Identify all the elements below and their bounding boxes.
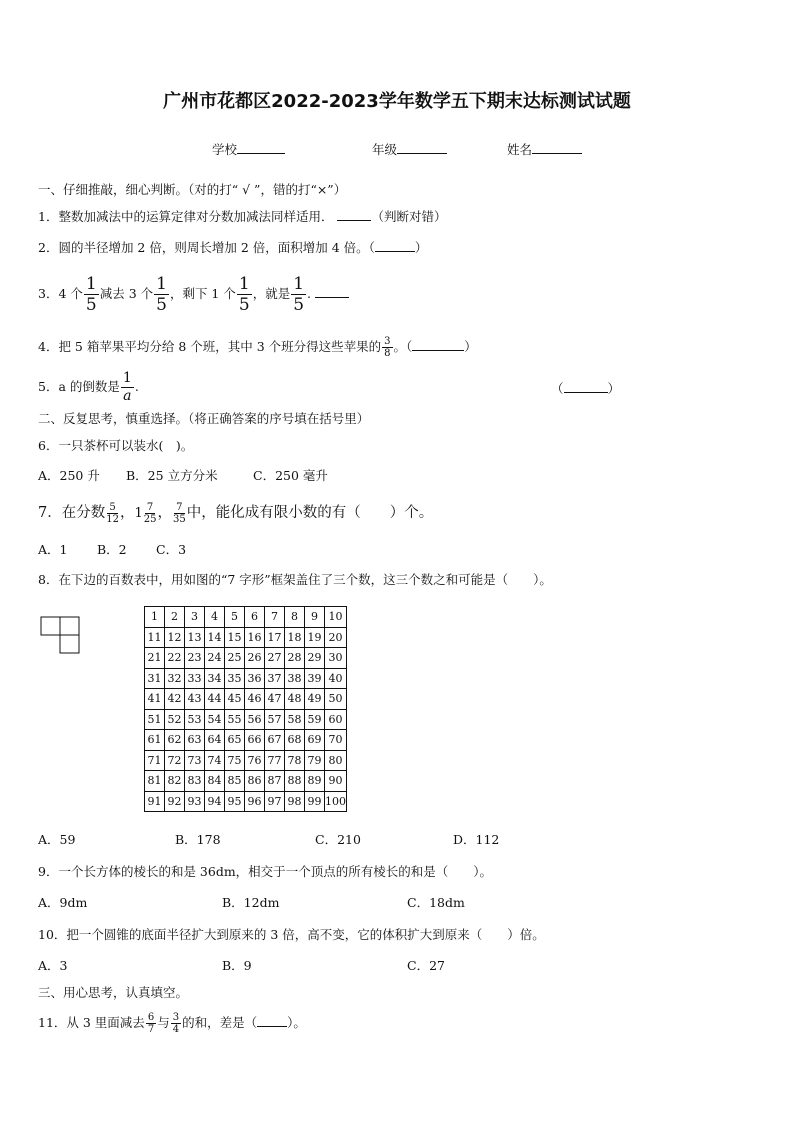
hundred-chart-cell: 83 xyxy=(185,771,205,792)
hundred-chart-cell: 66 xyxy=(245,730,265,751)
q6-option-a[interactable]: A．250 升 xyxy=(38,468,100,483)
q7-text-2: 中，能化成有限小数的有（ ）个。 xyxy=(186,505,434,521)
fraction-denominator: 4 xyxy=(172,1024,180,1035)
section-3-heading: 三、用心思考，认真填空。 xyxy=(38,985,189,1000)
hundred-chart-cell: 17 xyxy=(265,627,285,648)
hundred-chart-cell: 63 xyxy=(185,730,205,751)
hundred-chart-cell: 2 xyxy=(165,607,185,628)
hundred-chart-cell: 30 xyxy=(325,648,347,669)
hundred-chart-cell: 14 xyxy=(205,627,225,648)
hundred-chart-cell: 21 xyxy=(145,648,165,669)
hundred-chart-cell: 85 xyxy=(225,771,245,792)
hundred-chart-cell: 51 xyxy=(145,709,165,730)
hundred-chart-cell: 62 xyxy=(165,730,185,751)
q9-option-c[interactable]: C．18dm xyxy=(407,895,465,910)
hundred-chart-cell: 54 xyxy=(205,709,225,730)
q3-answer-blank[interactable] xyxy=(315,285,349,298)
hundred-chart-cell: 28 xyxy=(285,648,305,669)
hundred-chart-cell: 20 xyxy=(325,627,347,648)
q2-answer-blank[interactable] xyxy=(375,239,415,252)
section-2-heading: 二、反复思考，慎重选择。（将正确答案的序号填在括号里） xyxy=(38,411,370,426)
q7-option-a[interactable]: A．1 xyxy=(38,542,68,557)
school-label: 学校 xyxy=(212,142,238,157)
hundred-chart-cell: 59 xyxy=(305,709,325,730)
hundred-chart-cell: 98 xyxy=(285,791,305,812)
q5-open: （ xyxy=(551,381,564,396)
hundred-chart-cell: 35 xyxy=(225,668,245,689)
hundred-chart-cell: 4 xyxy=(205,607,225,628)
hundred-chart-cell: 57 xyxy=(265,709,285,730)
hundred-chart-cell: 55 xyxy=(225,709,245,730)
q5-close: ） xyxy=(607,381,621,396)
question-2 xyxy=(38,239,427,256)
hundred-chart-cell: 44 xyxy=(205,689,225,710)
q10-option-a[interactable]: A．3 xyxy=(38,958,68,973)
q4-fraction xyxy=(382,336,392,359)
hundred-chart-cell: 68 xyxy=(285,730,305,751)
hundred-chart-cell: 89 xyxy=(305,771,325,792)
fraction-numerator: 1 xyxy=(156,274,167,294)
hundred-chart-cell: 50 xyxy=(325,689,347,710)
question-7 xyxy=(38,497,433,530)
hundred-chart-cell: 93 xyxy=(185,791,205,812)
name-blank[interactable] xyxy=(532,141,582,154)
grade-blank[interactable] xyxy=(397,141,447,154)
q3-fraction xyxy=(237,274,252,315)
q4-close: ） xyxy=(464,339,477,354)
q4-answer-blank[interactable] xyxy=(412,338,464,351)
school-field xyxy=(212,141,285,158)
fraction-numerator: 6 xyxy=(147,1012,155,1023)
hundred-chart-cell: 99 xyxy=(305,791,325,812)
q10-options xyxy=(38,958,445,974)
fraction-denominator: 5 xyxy=(293,295,305,315)
q11-text: 11．从 3 里面减去 xyxy=(38,1015,145,1030)
q1-answer-blank[interactable] xyxy=(337,208,371,221)
section-1-heading: 一、仔细推敲，细心判断。（对的打“ √ ”，错的打“×”） xyxy=(38,182,347,197)
fraction-numerator: 5 xyxy=(109,501,116,513)
q3-text-2: 减去 3 个 xyxy=(99,286,154,301)
fraction-numerator: 3 xyxy=(384,336,391,347)
hundred-chart-cell: 11 xyxy=(145,627,165,648)
hundred-chart-cell: 95 xyxy=(225,791,245,812)
q7-option-c[interactable]: C．3 xyxy=(156,542,187,557)
q1-text: 1．整数加减法中的运算定律对分数加减法同样适用． xyxy=(38,209,334,224)
grade-field xyxy=(372,141,447,158)
q11-close: ）。 xyxy=(287,1015,306,1030)
fraction-denominator: 8 xyxy=(384,348,391,359)
hundred-chart-row xyxy=(145,791,347,812)
hundred-chart-cell: 37 xyxy=(265,668,285,689)
hundred-chart-row xyxy=(145,750,347,771)
q4-text: 4．把 5 箱苹果平均分给 8 个班，其中 3 个班分得这些苹果的 xyxy=(38,339,382,354)
q9-option-a[interactable]: A．9dm xyxy=(38,895,88,910)
hundred-chart-cell: 52 xyxy=(165,709,185,730)
fraction-denominator: 5 xyxy=(238,295,250,315)
q10-option-b[interactable]: B．9 xyxy=(222,958,252,973)
name-label: 姓名 xyxy=(507,142,533,157)
hundred-chart-cell: 9 xyxy=(305,607,325,628)
grade-label: 年级 xyxy=(372,142,398,157)
fraction-numerator: 7 xyxy=(146,501,154,513)
seven-shape-frame-icon xyxy=(40,616,80,654)
q5-fraction xyxy=(121,370,134,405)
fraction-numerator: 1 xyxy=(122,370,132,386)
q3-fraction xyxy=(84,274,99,315)
q8-options xyxy=(38,832,499,848)
hundred-chart-cell: 32 xyxy=(165,668,185,689)
q5-answer xyxy=(551,380,620,397)
q3-text-4: ，就是 xyxy=(252,286,291,301)
hundred-chart-cell: 64 xyxy=(205,730,225,751)
q3-text-5: . xyxy=(307,286,312,301)
q7-fraction-1 xyxy=(106,502,119,525)
hundred-chart-cell: 41 xyxy=(145,689,165,710)
fraction-denominator: 5 xyxy=(85,295,97,315)
hundred-chart-cell: 3 xyxy=(185,607,205,628)
hundred-chart-cell: 5 xyxy=(225,607,245,628)
hundred-chart-cell: 92 xyxy=(165,791,185,812)
fraction-denominator: 7 xyxy=(147,1024,155,1035)
hundred-chart-cell: 97 xyxy=(265,791,285,812)
q6-options xyxy=(38,468,328,484)
hundred-chart-cell: 43 xyxy=(185,689,205,710)
q5-text-2: . xyxy=(134,379,139,394)
hundred-chart-cell: 60 xyxy=(325,709,347,730)
fraction-numerator: 1 xyxy=(85,274,97,294)
q11-fraction-2 xyxy=(171,1012,181,1035)
q11-answer-blank[interactable] xyxy=(257,1014,287,1027)
fraction-numerator: 7 xyxy=(176,501,183,513)
question-11 xyxy=(38,1006,306,1040)
hundred-chart-cell: 58 xyxy=(285,709,305,730)
q7-text: 7．在分数 xyxy=(38,505,106,521)
hundred-chart-cell: 81 xyxy=(145,771,165,792)
question-9: 9．一个长方体的棱长的和是 36dm，相交于一个顶点的所有棱长的和是（ ）。 xyxy=(38,864,492,879)
q3-text-3: ，剩下 1 个 xyxy=(169,286,236,301)
q2-close: ） xyxy=(414,240,428,255)
q5-answer-blank[interactable] xyxy=(564,380,608,393)
hundred-chart-cell: 67 xyxy=(265,730,285,751)
hundred-chart-cell: 25 xyxy=(225,648,245,669)
hundred-chart-row xyxy=(145,771,347,792)
fraction-denominator: 12 xyxy=(106,513,119,525)
question-10: 10．把一个圆锥的底面半径扩大到原来的 3 倍，高不变，它的体积扩大到原来（ ）倍。 xyxy=(38,927,545,942)
hundred-chart-cell: 46 xyxy=(245,689,265,710)
question-5 xyxy=(38,368,139,406)
fraction-denominator: 25 xyxy=(143,513,157,525)
hundred-chart-row xyxy=(145,730,347,751)
hundred-chart-cell: 53 xyxy=(185,709,205,730)
q11-fraction-1 xyxy=(146,1012,156,1035)
hundred-chart-cell: 6 xyxy=(245,607,265,628)
hundred-chart-cell: 40 xyxy=(325,668,347,689)
fraction-numerator: 1 xyxy=(293,274,305,294)
q7-mixed-integer: 1 xyxy=(134,506,143,521)
question-3 xyxy=(38,274,349,314)
q7-fraction-3 xyxy=(173,502,186,525)
hundred-chart-row xyxy=(145,668,347,689)
hundred-chart-cell: 29 xyxy=(305,648,325,669)
hundred-chart-cell: 15 xyxy=(225,627,245,648)
q11-text-3: 的和，差是（ xyxy=(182,1015,258,1030)
hundred-chart-cell: 79 xyxy=(305,750,325,771)
q3-fraction xyxy=(291,274,306,315)
hundred-chart-cell: 38 xyxy=(285,668,305,689)
fraction-denominator: a xyxy=(123,388,132,404)
hundred-chart-row xyxy=(145,709,347,730)
hundred-chart-cell: 61 xyxy=(145,730,165,751)
hundred-chart-cell: 90 xyxy=(325,771,347,792)
hundred-chart xyxy=(144,606,347,812)
hundred-chart-cell: 10 xyxy=(325,607,347,628)
q7-separator: ， xyxy=(157,505,172,521)
name-field xyxy=(507,141,582,158)
hundred-chart-cell: 84 xyxy=(205,771,225,792)
q9-option-b[interactable]: B．12dm xyxy=(222,895,280,910)
hundred-chart-cell: 23 xyxy=(185,648,205,669)
q8-option-a[interactable]: A．59 xyxy=(38,832,76,847)
q8-option-d[interactable]: D．112 xyxy=(453,832,500,847)
q4-text-2: 。（ xyxy=(393,339,413,354)
q9-options xyxy=(38,895,465,911)
hundred-chart-cell: 74 xyxy=(205,750,225,771)
page-title: 广州市花都区2022-2023学年数学五下期末达标测试试题 xyxy=(163,91,631,112)
hundred-chart-cell: 69 xyxy=(305,730,325,751)
hundred-chart-cell: 70 xyxy=(325,730,347,751)
fraction-numerator: 1 xyxy=(238,274,250,294)
hundred-chart-cell: 76 xyxy=(245,750,265,771)
q8-option-c[interactable]: C．210 xyxy=(315,832,361,847)
q7-options xyxy=(38,542,186,558)
hundred-chart-cell: 19 xyxy=(305,627,325,648)
hundred-chart-cell: 78 xyxy=(285,750,305,771)
hundred-chart-cell: 42 xyxy=(165,689,185,710)
q6-option-b[interactable]: B．25 立方分米 xyxy=(126,468,218,483)
q6-option-c[interactable]: C．250 毫升 xyxy=(253,468,328,483)
hundred-chart-cell: 80 xyxy=(325,750,347,771)
hundred-chart-cell: 13 xyxy=(185,627,205,648)
hundred-chart-row xyxy=(145,689,347,710)
hundred-chart-cell: 7 xyxy=(265,607,285,628)
hundred-chart-cell: 91 xyxy=(145,791,165,812)
hundred-chart-cell: 12 xyxy=(165,627,185,648)
hundred-chart-cell: 73 xyxy=(185,750,205,771)
hundred-chart-cell: 27 xyxy=(265,648,285,669)
hundred-chart-cell: 33 xyxy=(185,668,205,689)
hundred-chart-cell: 45 xyxy=(225,689,245,710)
q8-option-b[interactable]: B．178 xyxy=(175,832,221,847)
hundred-chart-cell: 75 xyxy=(225,750,245,771)
q1-tail: （判断对错） xyxy=(371,209,447,224)
school-blank[interactable] xyxy=(237,141,285,154)
hundred-chart-cell: 100 xyxy=(325,791,347,812)
hundred-chart-cell: 86 xyxy=(245,771,265,792)
hundred-chart-cell: 34 xyxy=(205,668,225,689)
hundred-chart-cell: 77 xyxy=(265,750,285,771)
hundred-chart-cell: 87 xyxy=(265,771,285,792)
hundred-chart-cell: 71 xyxy=(145,750,165,771)
q11-text-2: 与 xyxy=(157,1015,170,1030)
question-4 xyxy=(38,332,477,362)
hundred-chart-cell: 1 xyxy=(145,607,165,628)
hundred-chart-cell: 49 xyxy=(305,689,325,710)
hundred-chart-cell: 36 xyxy=(245,668,265,689)
q7-fraction-2 xyxy=(144,502,157,525)
fraction-denominator: 5 xyxy=(156,295,167,315)
hundred-chart-cell: 72 xyxy=(165,750,185,771)
hundred-chart-cell: 18 xyxy=(285,627,305,648)
hundred-chart-cell: 94 xyxy=(205,791,225,812)
hundred-chart-cell: 16 xyxy=(245,627,265,648)
question-6: 6．一只茶杯可以装水( )。 xyxy=(38,438,194,453)
hundred-chart-cell: 39 xyxy=(305,668,325,689)
hundred-chart-cell: 65 xyxy=(225,730,245,751)
q7-option-b[interactable]: B．2 xyxy=(97,542,127,557)
hundred-chart-cell: 82 xyxy=(165,771,185,792)
hundred-chart-cell: 26 xyxy=(245,648,265,669)
question-8: 8．在下边的百数表中，用如图的“7 字形”框架盖住了三个数，这三个数之和可能是（ ）。 xyxy=(38,572,552,587)
hundred-chart-row xyxy=(145,648,347,669)
q7-separator: ， xyxy=(119,505,135,521)
fraction-denominator: 35 xyxy=(172,513,186,525)
hundred-chart-row xyxy=(145,607,347,628)
hundred-chart-cell: 22 xyxy=(165,648,185,669)
q3-text-1: 3．4 个 xyxy=(38,286,83,301)
q3-fraction xyxy=(154,274,169,315)
hundred-chart-cell: 96 xyxy=(245,791,265,812)
hundred-chart-cell: 88 xyxy=(285,771,305,792)
hundred-chart-cell: 31 xyxy=(145,668,165,689)
q2-text: 2．圆的半径增加 2 倍，则周长增加 2 倍，面积增加 4 倍。（ xyxy=(38,240,375,255)
q10-option-c[interactable]: C．27 xyxy=(407,958,445,973)
hundred-chart-cell: 48 xyxy=(285,689,305,710)
hundred-chart-cell: 47 xyxy=(265,689,285,710)
question-1 xyxy=(38,208,446,225)
hundred-chart-cell: 24 xyxy=(205,648,225,669)
hundred-chart-cell: 56 xyxy=(245,709,265,730)
hundred-chart-cell: 8 xyxy=(285,607,305,628)
q5-text: 5．a 的倒数是 xyxy=(38,379,120,394)
fraction-numerator: 3 xyxy=(172,1012,180,1023)
hundred-chart-row xyxy=(145,627,347,648)
